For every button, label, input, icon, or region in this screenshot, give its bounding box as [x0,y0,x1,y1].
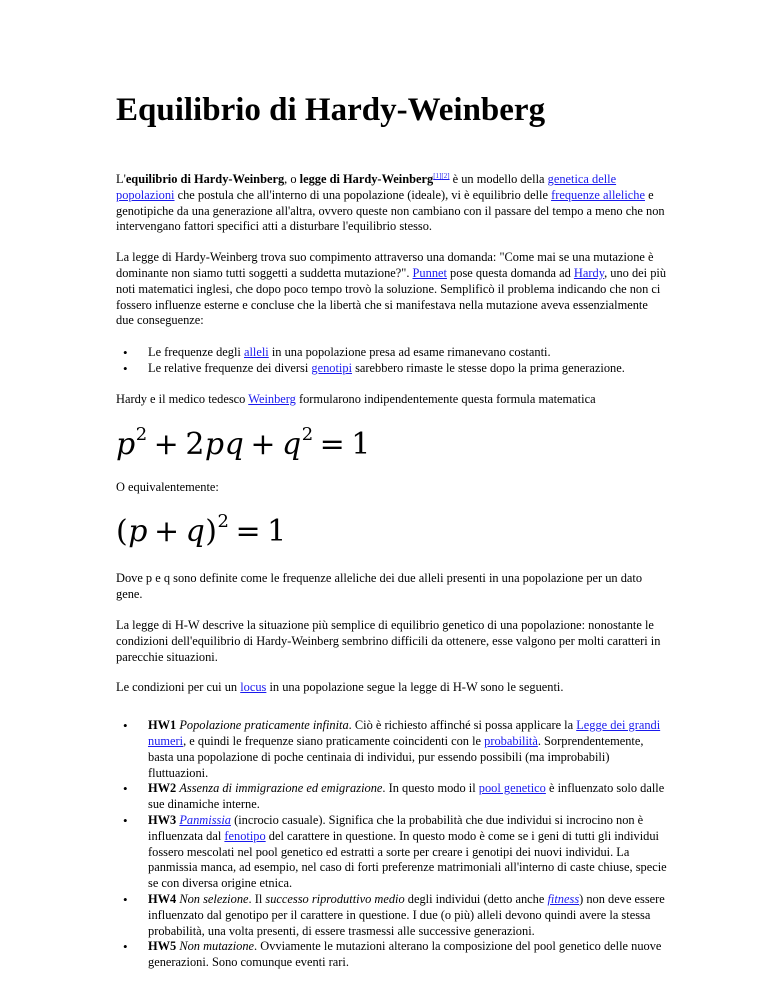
condition-title: Popolazione praticamente infinita [179,718,349,733]
conditions-paragraph [116,680,668,696]
hw-conditions-list [116,718,668,971]
text: Hardy e il medico tedesco [116,391,249,406]
formula-p: p [116,426,136,462]
text: . Ciò è richiesto affinché si possa applicare la [348,718,577,733]
text: è influenzato solo dalle sue dinamiche interne. [148,781,665,812]
link-hardy[interactable]: Hardy [573,265,605,280]
condition-title: Non mutazione [179,939,255,954]
equivalent-label: O equivalentemente: [116,479,219,494]
link-pool-genetico[interactable]: pool genetico [478,781,546,796]
formula-equals: = [235,514,262,550]
condition-label: HW1 [148,718,177,733]
definition-paragraph: Dove p e q sono definite come le frequenze alleliche dei due alleli presenti in una popolazione per un dato gene. [116,571,643,602]
formula-q: q [281,426,302,462]
text: . Il [248,891,266,906]
text: del carattere in questione. In questo modo è come se i geni di tutti gli individui fossero mescolati nel pool genetico ed estratti a sorte per creare i genotipi dei nuovi individui. La panmissia manca, ad esempio, nel caso di forti preferenze matrimoniali all'interno di caste chiuse, specie se con diversa origine etnica. [148,828,667,891]
condition-title: Panmissia [179,812,231,827]
formula-exponent: 2 [217,511,230,533]
text: in una popolazione presa ad esame rimanevano costanti. [268,345,551,360]
formula-exponent: 2 [301,423,314,445]
condition-label: HW4 [148,891,177,906]
condition-title: Non selezione [179,891,249,906]
formula-plus: + [153,514,180,550]
bold-term: legge di Hardy-Weinberg [299,172,434,186]
text: ) non deve essere influenzato dal genotipo per il carattere in questione. I due (o più) alleli devono quindi avere la stessa probabilità, una volta presenti, di essere trasmessi alle successive generazioni. [148,891,665,938]
formula-paren: ) [205,514,218,550]
condition-title: Assenza di immigrazione ed emigrazione [179,781,383,796]
bold-term: equilibrio di Hardy-Weinberg [125,172,285,186]
text: . Sorprendentemente, basta una popolazione di poche centinaia di individui, pur essendo possibili (ma improbabili) fluttuazioni. [148,733,644,780]
reference-link-1[interactable]: [1] [433,172,442,180]
text: . In questo modo il [382,781,479,796]
hw2-item [148,781,668,813]
emphasis: fitness [547,891,580,906]
link-fenotipo[interactable]: fenotipo [224,828,266,843]
text: (incrocio casuale). Significa che la probabilità che due individui si incrocino non è influenzata dal [148,812,644,843]
text: Le condizioni per cui un [116,680,241,695]
text: pose questa domanda ad [446,265,574,280]
text: è un modello della [449,172,548,186]
condition-label: HW5 [148,939,177,954]
text: degli individui (detto anche [404,891,548,906]
question-paragraph [116,250,668,329]
consequences-list [116,345,668,377]
formula-q: q [185,514,206,550]
hardy-weinberg-formula [116,423,668,462]
page-title: Equilibrio di Hardy-Weinberg [116,92,546,128]
text: sarebbero rimaste le stesse dopo la prima generazione. [352,360,625,375]
hw3-item [148,813,668,892]
intro-paragraph [116,172,668,235]
condition-label: HW3 [148,812,177,827]
text: e genotipiche da una generazione all'altra, ovvero queste non cambiano con il passare del tempo a meno che non intervengano fattori specifici atti a disturbare l'equilibrio stesso. [116,187,665,234]
link-genetica-popolazioni[interactable]: genetica delle popolazioni [116,172,617,202]
link-alleli[interactable]: alleli [243,345,269,360]
link-weinberg[interactable]: Weinberg [248,391,296,406]
formula-plus: + [153,426,180,462]
text: che postula che all'interno di una popolazione (ideale), vi è equilibrio delle [174,187,552,202]
text: L' [116,172,126,186]
text: in una popolazione segue la legge di H-W sono le seguenti. [266,680,564,695]
text: , e quindi le frequenze siano praticamente coincidenti con le [183,733,485,748]
formula-equals: = [319,426,346,462]
hw4-item [148,892,668,939]
link-frequenze-alleliche[interactable]: frequenze alleliche [551,187,645,202]
formula-one: 1 [267,514,287,550]
description-paragraph: La legge di H-W descrive la situazione più semplice di equilibrio genetico di una popolazione: nonostante le condizioni dell'equilibrio di Hardy-Weinberg sembrino difficili da ottenere, esse valgono per molti caratteri in parecchie situazioni. [116,617,661,664]
binomial-formula [116,511,668,550]
link-genotipi[interactable]: genotipi [311,360,353,375]
link-legge-grandi-numeri[interactable]: Legge dei grandi numeri [148,718,661,748]
formula-p: p [128,514,148,550]
condition-label: HW2 [148,781,177,796]
text: Le frequenze degli [148,345,244,360]
formula-exponent: 2 [135,423,148,445]
link-locus[interactable]: locus [240,680,267,695]
text: , o [284,172,300,186]
link-probabilita[interactable]: probabilità [484,733,538,748]
formula-coefficient: 2 [185,426,205,462]
text: Le relative frequenze dei diversi [148,360,312,375]
formula-plus: + [250,426,276,462]
list-item [148,361,668,377]
formula-pq: pq [204,426,245,462]
reference-link-2[interactable]: [2] [441,172,450,180]
emphasis: successo riproduttivo medio [265,891,405,906]
formula-intro-paragraph [116,392,668,408]
link-panmissia[interactable] [179,813,231,827]
hw1-item [148,718,668,781]
link-punnet[interactable]: Punnet [412,265,447,280]
text: , uno dei più noti matematici inglesi, che dopo poco tempo trovò la soluzione. Semplificò il problema indicando che non ci fossero influenze esterne e concluse che la libertà che si manifestava nella mutazione aveva essenzialmente due conseguenze: [116,265,667,328]
list-item [148,345,668,361]
formula-paren: ( [116,514,129,550]
formula-one: 1 [351,426,371,462]
text: . Ovviamente le mutazioni alterano la composizione del pool genetico delle nuove generazioni. Sono comunque eventi rari. [148,939,662,970]
link-fitness[interactable] [547,892,579,906]
text: La legge di Hardy-Weinberg trova suo compimento attraverso una domanda: "Come mai se una mutazione è dominante non siamo tutti soggetti a suddetta mutazione?". [116,250,654,280]
hw5-item [148,939,668,971]
text: formularono indipendentemente questa formula matematica [295,391,596,406]
